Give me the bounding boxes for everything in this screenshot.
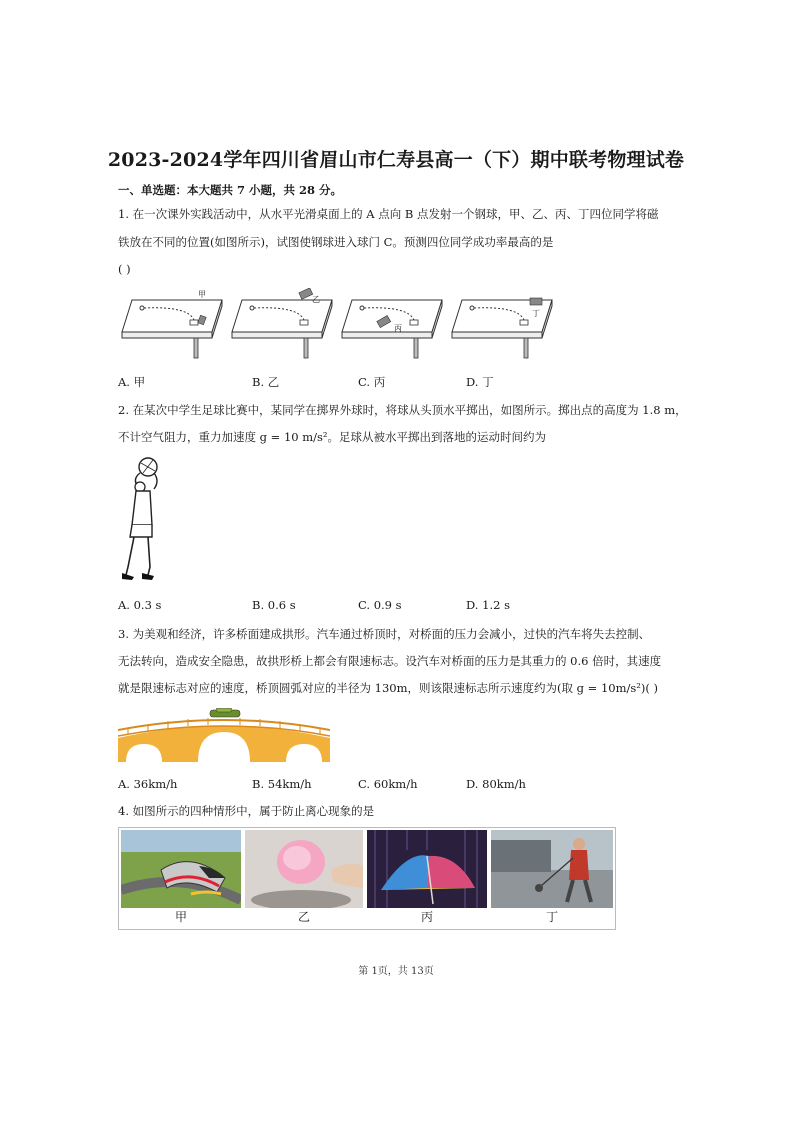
q4-panel-ding — [491, 830, 613, 927]
q3-option-c[interactable]: C. 60km/h — [358, 777, 418, 791]
spinning-umbrella-image — [367, 830, 487, 908]
q1-table-figure-ding — [448, 288, 558, 360]
q2-option-a[interactable]: A. 0.3 s — [118, 598, 162, 612]
q3-text-line1: 3. 为美观和经济，许多桥面建成拱形。汽车通过桥顶时，对桥面的压力会减小，过快的汽车将失去控制、 — [118, 627, 651, 641]
q4-caption-yi: 乙 — [297, 910, 310, 924]
high-speed-train-image — [121, 830, 241, 908]
q4-panel-yi — [245, 830, 363, 927]
page-title: 2023-2024学年四川省眉山市仁寿县高一（下）期中联考物理试卷 — [107, 149, 685, 171]
q3-arch-bridge-figure — [118, 708, 330, 762]
q2-option-b[interactable]: B. 0.6 s — [252, 598, 296, 612]
q2-text-line1: 2. 在某次中学生足球比赛中，某同学在掷界外球时，将球从头顶水平掷出，如图所示。掷出点的高度为 1.8 m， — [118, 403, 687, 417]
q2-option-c[interactable]: C. 0.9 s — [358, 598, 402, 612]
table-figure-bing — [342, 300, 442, 358]
q4-caption-ding: 丁 — [545, 910, 558, 924]
q1-text-line2: 铁放在不同的位置(如图所示)，试图使钢球进入球门 C。预测四位同学成功率最高的是 — [118, 235, 554, 249]
q4-panel-row — [118, 827, 616, 930]
page-footer: 第 1页，共 13页 — [358, 966, 434, 977]
table-figure-jia — [122, 300, 222, 358]
fig-label-yi: 乙 — [312, 295, 320, 304]
fig-label-ding: 丁 — [532, 309, 540, 318]
q2-option-d[interactable]: D. 1.2 s — [466, 598, 510, 612]
q2-text-line2: 不计空气阻力，重力加速度 g = 10 m/s²。足球从被水平掷出到落地的运动时间约为 — [118, 430, 547, 444]
fig-label-bing: 丙 — [394, 324, 402, 333]
q3-option-d[interactable]: D. 80km/h — [466, 777, 526, 791]
hammer-throw-image — [491, 830, 613, 908]
section-heading: 一、单选题：本大题共 7 小题，共 28 分。 — [118, 183, 343, 197]
q1-option-c[interactable]: C. 丙 — [358, 375, 386, 389]
q3-option-a[interactable]: A. 36km/h — [118, 777, 178, 791]
q1-option-b[interactable]: B. 乙 — [252, 375, 280, 389]
q4-text-line1: 4. 如图所示的四种情形中，属于防止离心现象的是 — [118, 804, 375, 818]
cotton-candy-image — [245, 830, 363, 908]
fig-label-jia: 甲 — [198, 290, 206, 299]
q1-option-a[interactable]: A. 甲 — [118, 375, 146, 389]
q4-panel-bing — [367, 830, 487, 927]
q4-panel-jia — [121, 830, 241, 927]
q1-option-d[interactable]: D. 丁 — [466, 375, 494, 389]
q1-text-line1: 1. 在一次课外实践活动中，从水平光滑桌面上的 A 点向 B 点发射一个钢球，甲、乙、丙、丁四位同学将磁 — [118, 207, 659, 221]
q3-text-line3: 就是限速标志对应的速度，桥顶圆弧对应的半径为 130m，则该限速标志所示速度约为(取 g = 10m/s²)( ) — [118, 681, 658, 695]
q1-text-line3: ( ) — [118, 262, 131, 276]
q3-text-line2: 无法转向，造成安全隐患，故拱形桥上都会有限速标志。设汽车对桥面的压力是其重力的 0.6 倍时，其速度 — [118, 654, 662, 668]
q2-thrower-figure — [118, 455, 170, 583]
q3-option-b[interactable]: B. 54km/h — [252, 777, 312, 791]
q4-caption-bing: 丙 — [420, 910, 433, 924]
q4-caption-jia: 甲 — [174, 910, 187, 924]
